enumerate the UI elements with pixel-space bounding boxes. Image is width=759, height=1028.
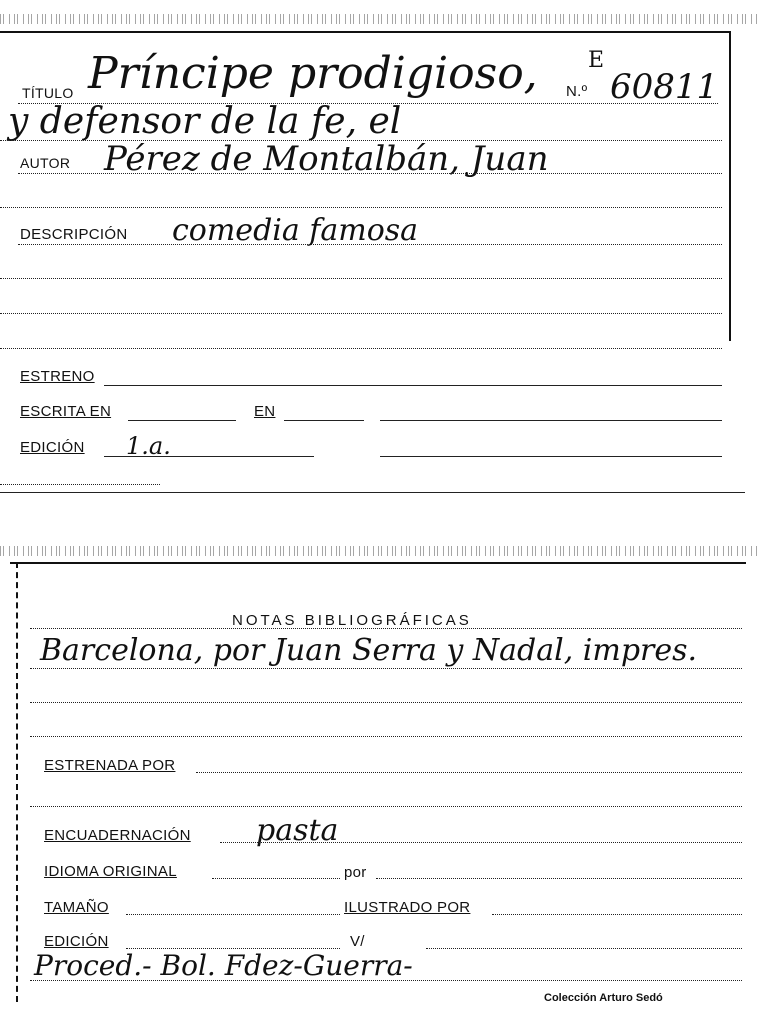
catalog-card-top [0, 0, 759, 495]
tamano-label: TAMAÑO [44, 899, 109, 916]
por-label: por [344, 864, 367, 881]
titulo-label: TÍTULO [22, 85, 74, 101]
autor-label: AUTOR [20, 155, 71, 171]
edicion-line-1 [104, 456, 314, 457]
blank-line-4 [0, 348, 722, 349]
descripcion-line [18, 244, 722, 245]
notas-line-2 [30, 668, 742, 669]
catalog-card-bottom [0, 540, 759, 1028]
card2-top-border [10, 562, 746, 564]
estrenada-por-label: ESTRENADA POR [44, 757, 176, 774]
titulo-handwritten-line2: y defensor de la fe, el [8, 101, 402, 142]
numero-value: 60811 [610, 67, 719, 107]
estreno-line [104, 385, 722, 386]
ilustrado-por-label: ILUSTRADO POR [344, 899, 471, 916]
descripcion-label: DESCRIPCIÓN [20, 226, 128, 243]
edicion-line-2 [380, 456, 722, 457]
card-top-border [0, 31, 730, 33]
notas-line-1 [30, 628, 742, 629]
en-line-1 [284, 420, 364, 421]
estreno-label: ESTRENO [20, 368, 95, 385]
encuadernacion-handwritten: pasta [256, 813, 339, 848]
autor-line [18, 173, 722, 174]
edicion-label-top: EDICIÓN [20, 439, 85, 456]
v-label: V/ [350, 933, 365, 950]
blank-line-1 [0, 207, 722, 208]
descripcion-handwritten: comedia famosa [172, 213, 419, 248]
ilustrado-line [492, 914, 742, 915]
escrita-en-label: ESCRITA EN [20, 403, 112, 420]
edicion-handwritten: 1.a. [126, 432, 171, 460]
notas-heading: NOTAS BIBLIOGRÁFICAS [232, 612, 472, 629]
card-right-border [729, 31, 731, 341]
tamano-line [126, 914, 340, 915]
edicion-label-bottom: EDICIÓN [44, 933, 109, 950]
titulo-handwritten-line1: Príncipe prodigioso, [88, 48, 538, 99]
notas-line-3 [30, 702, 742, 703]
blank-line-3 [0, 313, 722, 314]
collection-credit: Colección Arturo Sedó [544, 992, 663, 1004]
autor-handwritten: Pérez de Montalbán, Juan [104, 139, 549, 179]
en-line-2 [380, 420, 722, 421]
encuadernacion-line [220, 842, 742, 843]
escrita-en-line [128, 420, 236, 421]
notas-line-4 [30, 736, 742, 737]
idioma-line-2 [376, 878, 742, 879]
procedencia-line [30, 980, 742, 981]
blank-line-2 [0, 278, 722, 279]
en-label: EN [254, 403, 276, 420]
notas-handwritten: Barcelona, por Juan Serra y Nadal, impres. [40, 633, 698, 668]
procedencia-handwritten: Proced.- Bol. Fdez-Guerra- [34, 949, 413, 982]
catalog-letter: E [588, 48, 605, 73]
card2-left-border [16, 562, 18, 1002]
scan-noise-bottom [0, 546, 759, 556]
bottom-line-top-card [0, 484, 160, 485]
encuadernacion-label: ENCUADERNACIÓN [44, 827, 191, 844]
estrenada-por-line [196, 772, 742, 773]
blank-line-5 [30, 806, 742, 807]
numero-label: N.º [566, 83, 588, 100]
scan-noise-top [0, 14, 759, 24]
edicion-bottom-line-2 [426, 948, 742, 949]
idioma-original-label: IDIOMA ORIGINAL [44, 863, 177, 880]
card1-bottom-rule [0, 492, 745, 493]
idioma-line-1 [212, 878, 340, 879]
